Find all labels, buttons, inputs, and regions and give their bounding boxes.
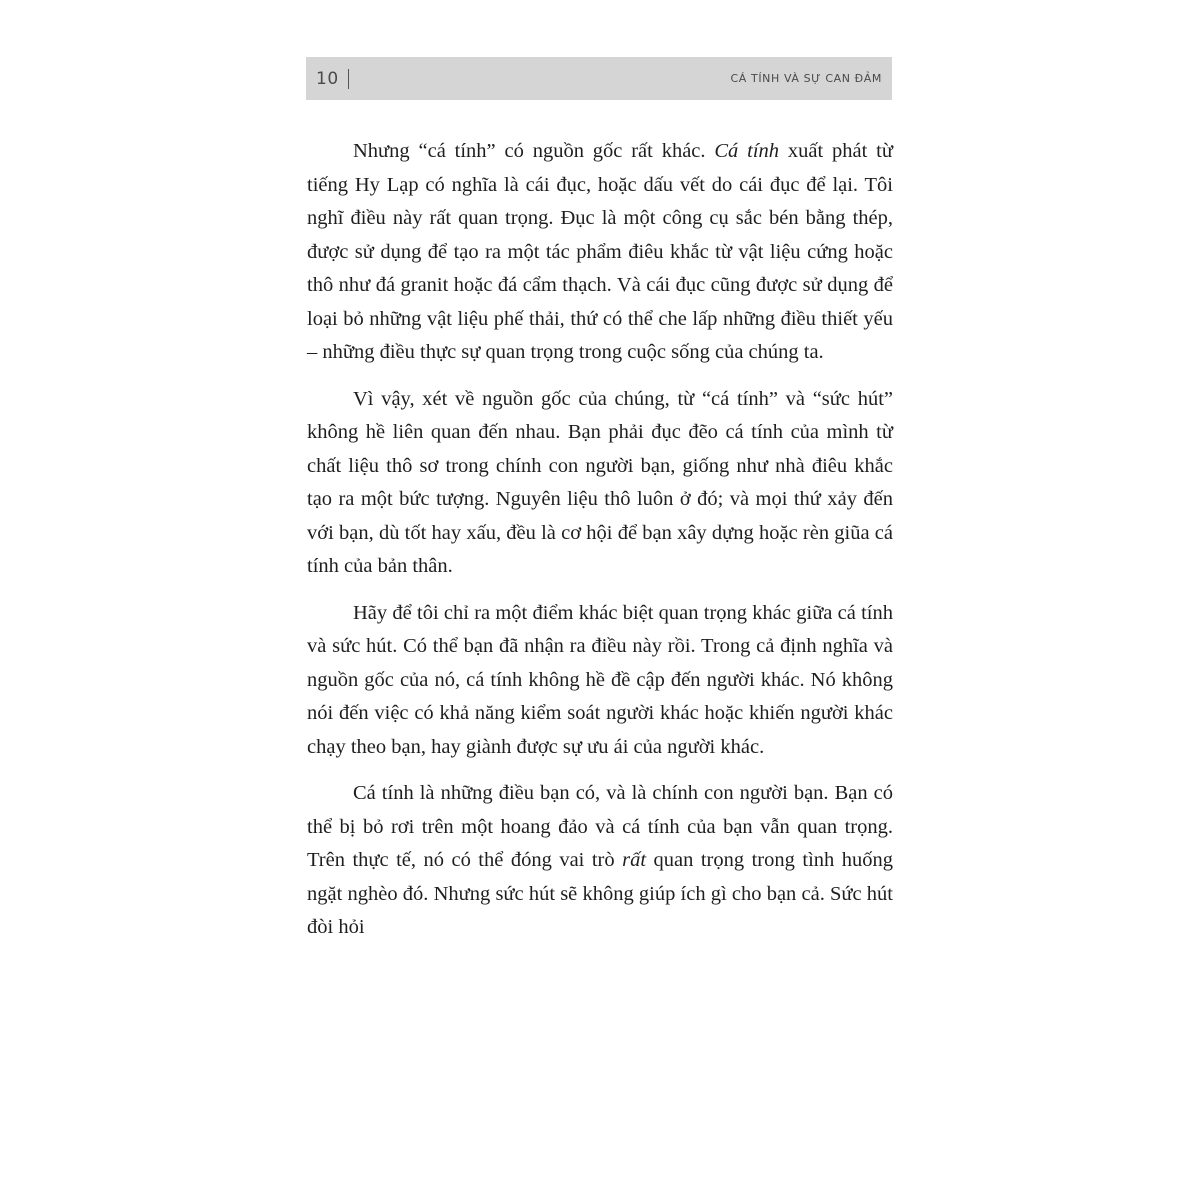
paragraph-4-text-b: quan trọng trong tình huống ngặt nghèo đó. Nhưng sức hút sẽ không giúp ích gì cho bạn cả. Sức hút đòi hỏi: [307, 849, 893, 938]
running-title: CÁ TÍNH VÀ SỰ CAN ĐẢM: [730, 72, 882, 85]
paragraph-3: Hãy để tôi chỉ ra một điểm khác biệt quan trọng khác giữa cá tính và sức hút. Có thể bạn đã nhận ra điều này rồi. Trong cả định nghĩa và nguồn gốc của nó, cá tính không hề đề cập đến người khác. Nó không nói đến việc có khả năng kiểm soát người khác hoặc khiến người khác chạy theo bạn, hay giành được sự ưu ái của người khác.: [307, 601, 893, 758]
paragraph-1: [307, 135, 893, 370]
paragraph-4-text-a: Cá tính là những điều bạn có, và là chính con người bạn. Bạn có thể bị bỏ rơi trên một hoang đảo và cá tính của bạn vẫn quan trọng. Trên thực tế, nó có thể đóng vai trò: [307, 782, 893, 871]
paragraph-4: [307, 777, 893, 945]
page-number-group: [316, 69, 349, 89]
paragraph-1-text-a: Nhưng “cá tính” có nguồn gốc rất khác.: [353, 140, 715, 162]
paragraph-4-italic: rất: [622, 849, 647, 871]
page-number: 10: [316, 68, 339, 89]
body-text: [307, 135, 893, 958]
paragraph-1-text-b: xuất phát từ tiếng Hy Lạp có nghĩa là cái đục, hoặc dấu vết do cái đục để lại. Tôi nghĩ điều này rất quan trọng. Đục là một công cụ sắc bén bằng thép, được sử dụng để tạo ra một tác phẩm điêu khắc từ vật liệu cứng hoặc thô như đá granit hoặc đá cẩm thạch. Và cái đục cũng được sử dụng để loại bỏ những vật liệu phế thải, thứ có thể che lấp những điều thiết yếu – những điều thực sự quan trọng trong cuộc sống của chúng ta.: [307, 140, 893, 363]
paragraph-2: Vì vậy, xét về nguồn gốc của chúng, từ “cá tính” và “sức hút” không hề liên quan đến nhau. Bạn phải đục đẽo cá tính của mình từ chất liệu thô sơ trong chính con người bạn, giống như nhà điêu khắc tạo ra một bức tượng. Nguyên liệu thô luôn ở đó; và mọi thứ xảy đến với bạn, dù tốt hay xấu, đều là cơ hội để bạn xây dựng hoặc rèn giũa cá tính của bản thân.: [307, 387, 893, 577]
running-header: [306, 57, 892, 100]
paragraph-1-italic: Cá tính: [714, 140, 780, 162]
header-divider: [348, 69, 350, 89]
